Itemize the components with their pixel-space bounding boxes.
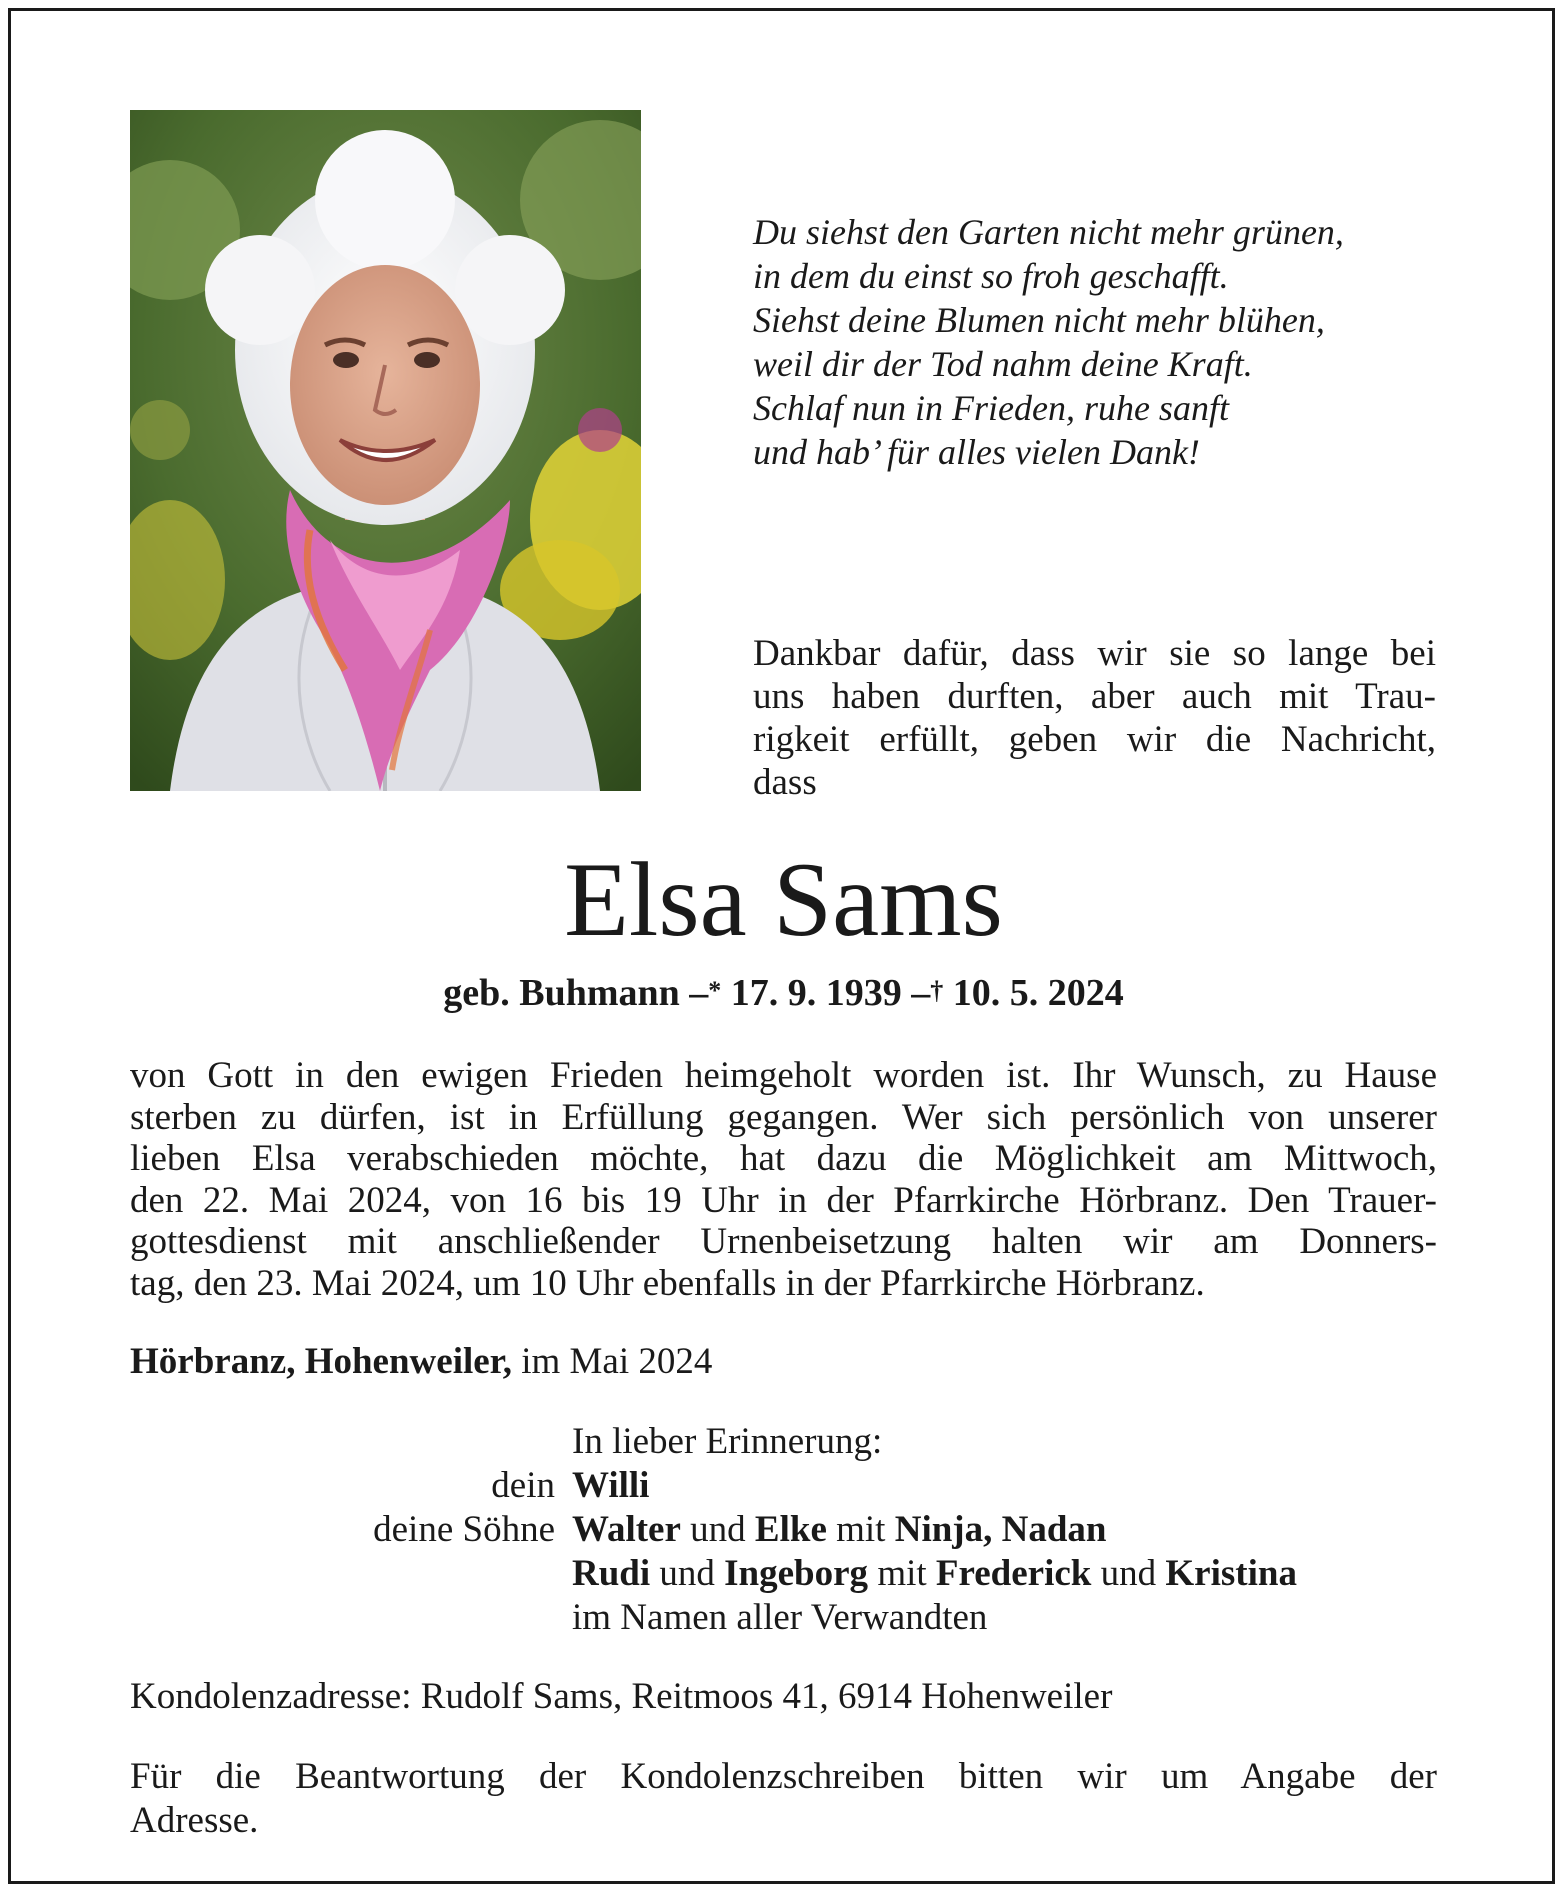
- mourner-names: [572, 1508, 1107, 1552]
- memorial-poem: [753, 210, 1473, 474]
- relatives-line: im Namen aller Verwandten: [572, 1597, 988, 1638]
- mourner-row-relatives: [0, 1596, 1567, 1640]
- poem-line: in dem du einst so froh geschafft.: [753, 256, 1229, 296]
- closing-note: [130, 1755, 1437, 1843]
- relation-label: deine Söhne: [373, 1509, 555, 1550]
- conjunction: und: [1100, 1553, 1157, 1594]
- memory-heading: In lieber Erinnerung:: [572, 1421, 883, 1462]
- body-line: von Gott in den ewigen Frieden heimgeholt worden ist. Ihr Wunsch, zu Hause: [130, 1055, 1437, 1096]
- birth-date: 17. 9. 1939: [730, 972, 902, 1014]
- grandchild-name: Frederick: [935, 1553, 1092, 1594]
- body-line: tag, den 23. Mai 2024, um 10 Uhr ebenfalls in der Pfarrkirche Hörbranz.: [130, 1262, 1205, 1304]
- conjunction: mit: [836, 1509, 886, 1550]
- son-name: Walter: [572, 1509, 681, 1550]
- dash-separator: –: [689, 972, 709, 1014]
- mourner-names: [572, 1464, 649, 1508]
- birth-name: geb. Buhmann: [443, 972, 680, 1014]
- poem-line: und hab’ für alles vielen Dank!: [753, 432, 1200, 472]
- portrait-photo: [130, 110, 641, 791]
- portrait-illustration: [130, 110, 641, 791]
- intro-line: uns haben durften, aber auch mit Trau-: [753, 676, 1436, 717]
- death-date: 10. 5. 2024: [952, 972, 1124, 1014]
- daughter-in-law-name: Ingeborg: [724, 1553, 869, 1594]
- body-line: gottesdienst mit anschließender Urnenbeisetzung halten wir am Donners-: [130, 1221, 1437, 1262]
- body-line: den 22. Mai 2024, von 16 bis 19 Uhr in der Pfarrkirche Hörbranz. Den Trauer-: [130, 1179, 1437, 1221]
- intro-line: Dankbar dafür, dass wir sie so lange bei: [753, 633, 1436, 674]
- mourner-names: [572, 1552, 1297, 1596]
- grandchild-name: Kristina: [1165, 1553, 1297, 1594]
- husband-name: Willi: [572, 1465, 650, 1506]
- dash-separator: –: [911, 972, 931, 1014]
- places: Hörbranz, Hohenweiler,: [130, 1341, 512, 1382]
- poem-line: Schlaf nun in Frieden, ruhe sanft: [753, 388, 1229, 428]
- place-and-date: [130, 1340, 712, 1384]
- announcement-date: im Mai 2024: [521, 1341, 713, 1382]
- body-line: lieben Elsa verabschieden möchte, hat dazu die Möglichkeit am Mittwoch,: [130, 1138, 1437, 1179]
- son-name: Rudi: [572, 1553, 651, 1594]
- relation-label: dein: [491, 1465, 555, 1506]
- deceased-name: Elsa Sams: [564, 841, 1003, 958]
- life-dates: [0, 968, 1567, 1018]
- conjunction: und: [690, 1509, 746, 1550]
- note-line: Adresse.: [130, 1800, 259, 1841]
- death-symbol: †: [930, 976, 944, 1005]
- birth-symbol: *: [708, 976, 722, 1005]
- conjunction: und: [659, 1553, 715, 1594]
- body-line: sterben zu dürfen, ist in Erfüllung gegangen. Wer sich persönlich von unserer: [130, 1096, 1437, 1138]
- intro-line: rigkeit erfüllt, geben wir die Nachricht,: [753, 719, 1436, 760]
- daughter-in-law-name: Elke: [754, 1509, 827, 1550]
- condolence-address: Kondolenzadresse: Rudolf Sams, Reitmoos 41, 6914 Hohenweiler: [130, 1676, 1113, 1717]
- intro-paragraph: [753, 632, 1436, 804]
- mourner-row-husband: [0, 1464, 1567, 1508]
- mourner-row-son2: [0, 1552, 1567, 1596]
- grandchildren-names: Ninja, Nadan: [894, 1509, 1107, 1550]
- poem-line: weil dir der Tod nahm deine Kraft.: [753, 344, 1253, 384]
- mourner-row-son1: [0, 1508, 1567, 1552]
- note-line: Für die Beantwortung der Kondolenzschreiben bitten wir um Angabe der: [130, 1756, 1437, 1797]
- conjunction: mit: [877, 1553, 927, 1594]
- poem-line: Siehst deine Blumen nicht mehr blühen,: [753, 300, 1325, 340]
- intro-line: dass: [753, 762, 817, 803]
- poem-line: Du siehst den Garten nicht mehr grünen,: [753, 212, 1344, 252]
- announcement-body: [130, 1055, 1437, 1304]
